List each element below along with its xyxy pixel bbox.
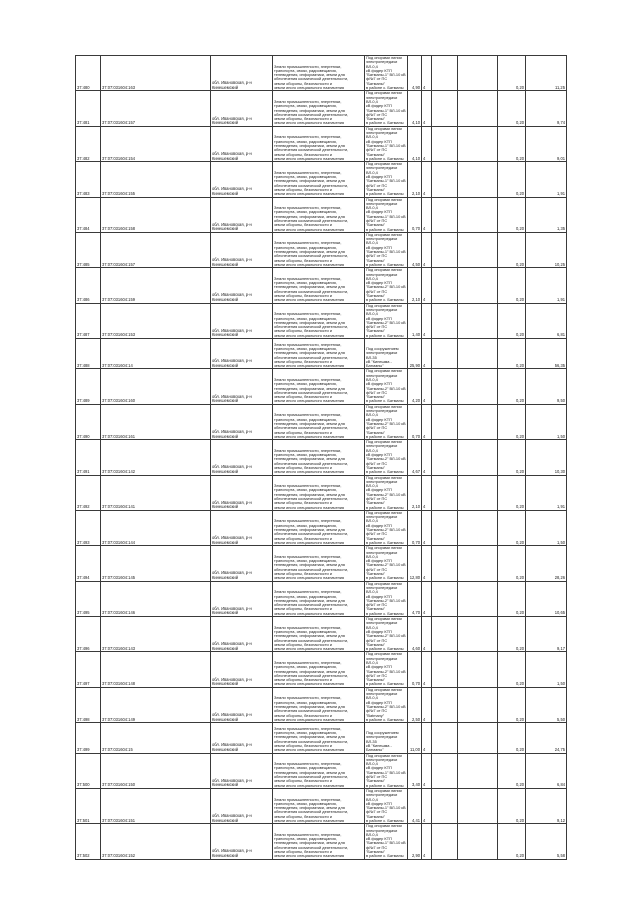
empty-cell (432, 510, 458, 545)
empty-cell (432, 232, 458, 267)
land-category-cell: Земли промышленности, энергетики, транспорта, связи, радиовещания, телевидения, информатики, земли для обеспечения космической деятельности, земли обороны, безопасности и земли иного специального назначения (273, 162, 365, 197)
code-cell: 4 (422, 652, 432, 687)
rate-cell: 0,20 (498, 162, 526, 197)
code-cell: 4 (422, 723, 432, 753)
empty-cell (458, 510, 498, 545)
rate-cell: 0,20 (498, 91, 526, 126)
value-cell: 1,91 (526, 162, 567, 197)
row-number: 37:490 (76, 404, 101, 439)
empty-cell (432, 475, 458, 510)
area-cell: 4,41 (408, 788, 422, 823)
permitted-use-cell: Под опорами линии электропередачи ВЛ-0,4 кВ фидер КТП "Батманы-1" ВЛ-10 кВ ф№7 от ПС "Батманы" в районе с. Батманы (366, 788, 406, 823)
table-row (76, 197, 567, 232)
area-cell: 2,90 (408, 824, 422, 859)
value-cell: 1,50 (526, 652, 567, 687)
code-cell: 4 (422, 440, 432, 475)
address-cell: обл. Ивановская, р-н Кинешемский (211, 56, 273, 91)
address-cell: обл. Ивановская, р-н Кинешемский (211, 723, 273, 753)
cadastral-number: 37:07:031604:148 (101, 652, 211, 687)
empty-cell (458, 581, 498, 616)
rate-cell: 0,20 (498, 440, 526, 475)
empty-cell (432, 652, 458, 687)
permitted-use-cell: Под опорами линии электропередачи ВЛ-0,4 кВ фидер КТП "Батманы-2" ВЛ-10 кВ ф№7 от ПС "Батманы" в районе с. Батманы (366, 267, 406, 303)
permitted-use-cell: Под опорами линии электропередачи ВЛ-0,4 кВ фидер КТП "Батманы-2" ВЛ-10 кВ ф№7 от ПС "Батманы" в районе с. Батманы (366, 510, 406, 545)
code-cell: 4 (422, 197, 432, 232)
permitted-use-cell: Под опорами линии электропередачи ВЛ-0,4 кВ фидер КТП "Батманы-2" ВЛ-10 кВ ф№7 от ПС "Батманы" в районе с. Батманы (366, 368, 406, 404)
permitted-use-cell: Под опорами линии электропередачи ВЛ-0,4 кВ фидер КТП "Батманы-2" ВЛ-10 кВ ф№7 от ПС "Батманы" в районе с. Батманы (366, 439, 406, 475)
cadastral-number: 37:07:031604:157 (101, 91, 211, 126)
row-number: 37:484 (76, 197, 101, 232)
code-cell: 4 (422, 56, 432, 91)
land-category-cell: Земли промышленности, энергетики, транспорта, связи, радиовещания, телевидения, информатики, земли для обеспечения космической деятельности, земли обороны, безопасности и земли иного специального назначения (273, 56, 365, 91)
table-row (76, 652, 567, 687)
rate-cell: 0,20 (498, 303, 526, 338)
code-cell: 4 (422, 303, 432, 338)
empty-cell (432, 723, 458, 753)
empty-cell (458, 723, 498, 753)
empty-cell (458, 339, 498, 369)
empty-cell (458, 475, 498, 510)
row-number: 37:501 (76, 788, 101, 823)
rate-cell: 0,20 (498, 652, 526, 687)
rate-cell: 0,20 (498, 753, 526, 788)
empty-cell (458, 91, 498, 126)
cadastral-number: 37:07:031604:150 (101, 753, 211, 788)
land-category-cell: Земли промышленности, энергетики, транспорта, связи, радиовещания, телевидения, информатики, земли для обеспечения космической деятельности, земли обороны, безопасности и земли иного специального назначения (273, 91, 365, 126)
row-number: 37:487 (76, 303, 101, 338)
code-cell: 4 (422, 581, 432, 616)
land-category-cell: Земли промышленности, энергетики, транспорта, связи, радиовещания, телевидения, информатики, земли для обеспечения космической деятельности, земли обороны, безопасности и земли иного специального назначения (273, 369, 365, 404)
cadastral-number: 37:07:031604:15 (101, 723, 211, 753)
empty-cell (458, 268, 498, 303)
land-category-cell: Земли промышленности, энергетики, транспорта, связи, радиовещания, телевидения, информатики, земли для обеспечения космической деятельности, земли обороны, безопасности и земли иного специального назначения (273, 753, 365, 788)
land-category-cell: Земли промышленности, энергетики, транспорта, связи, радиовещания, телевидения, информатики, земли для обеспечения космической деятельности, земли обороны, безопасности и земли иного специального назначения (273, 197, 365, 232)
value-cell: 1,91 (526, 475, 567, 510)
row-number: 37:496 (76, 617, 101, 652)
cadastral-number: 37:07:031604:14 (101, 339, 211, 369)
rate-cell: 0,20 (498, 617, 526, 652)
row-number: 37:488 (76, 339, 101, 369)
empty-cell (432, 268, 458, 303)
row-number: 37:499 (76, 723, 101, 753)
code-cell: 4 (422, 369, 432, 404)
table-row (76, 268, 567, 303)
land-register-table (75, 55, 567, 860)
rate-cell: 0,20 (498, 56, 526, 91)
address-cell: обл. Ивановская, р-н Кинешемский (211, 475, 273, 510)
empty-cell (432, 303, 458, 338)
permitted-use-cell: Под сооружением электропередачи ВЛ-35 кВ "Кинешма - Батманы" (365, 723, 408, 753)
land-category-cell: Земли промышленности, энергетики, транспорта, связи, радиовещания, телевидения, информатики, земли для обеспечения космической деятельности, земли обороны, безопасности и земли иного специального назначения (273, 126, 365, 161)
value-cell: 9,01 (526, 126, 567, 161)
value-cell: 24,75 (526, 723, 567, 753)
address-cell: обл. Ивановская, р-н Кинешемский (211, 91, 273, 126)
table-row (76, 475, 567, 510)
row-number: 37:483 (76, 162, 101, 197)
row-number: 37:493 (76, 510, 101, 545)
land-category-cell: Земли промышленности, энергетики, транспорта, связи, радиовещания, телевидения, информатики, земли для обеспечения космической деятельности, земли обороны, безопасности и земли иного специального назначения (273, 232, 365, 267)
rate-cell: 0,20 (498, 788, 526, 823)
value-cell: 9,12 (526, 788, 567, 823)
empty-cell (432, 369, 458, 404)
row-number: 37:489 (76, 369, 101, 404)
land-category-cell: Земли промышленности, энергетики, транспорта, связи, радиовещания, телевидения, информатики, земли для обеспечения космической деятельности, земли обороны, безопасности и земли иного специального назначения (273, 581, 365, 616)
address-cell: обл. Ивановская, р-н Кинешемский (211, 404, 273, 439)
address-cell: обл. Ивановская, р-н Кинешемский (211, 339, 273, 369)
area-cell: 11,00 (408, 723, 422, 753)
table-row (76, 753, 567, 788)
empty-cell (458, 652, 498, 687)
empty-cell (458, 788, 498, 823)
code-cell: 4 (422, 404, 432, 439)
address-cell: обл. Ивановская, р-н Кинешемский (211, 687, 273, 722)
code-cell: 4 (422, 753, 432, 788)
permitted-use-cell: Под опорами линии электропередачи ВЛ-0,4 кВ фидер КТП "Батманы-2" ВЛ-10 кВ ф№7 от ПС "Батманы" в районе с. Батманы (366, 581, 406, 616)
row-number: 37:502 (76, 824, 101, 859)
area-cell: 3,40 (408, 753, 422, 788)
row-number: 37:481 (76, 91, 101, 126)
land-category-cell: Земли промышленности, энергетики, транспорта, связи, радиовещания, телевидения, информатики, земли для обеспечения космической деятельности, земли обороны, безопасности и земли иного специального назначения (273, 652, 365, 687)
permitted-use-cell: Под опорами линии электропередачи ВЛ-0,4 кВ фидер КТП "Батманы-2" ВЛ-10 кВ ф№7 от ПС "Батманы" в районе с. Батманы (366, 404, 406, 439)
cadastral-number: 37:07:031604:151 (101, 788, 211, 823)
land-category-cell: Земли промышленности, энергетики, транспорта, связи, радиовещания, телевидения, информатики, земли для обеспечения космической деятельности, земли обороны, безопасности и земли иного специального назначения (273, 268, 365, 303)
code-cell: 4 (422, 510, 432, 545)
area-cell: 1,40 (408, 303, 422, 338)
table-row (76, 162, 567, 197)
rate-cell: 0,20 (498, 510, 526, 545)
address-cell: обл. Ивановская, р-н Кинешемский (211, 788, 273, 823)
table-row (76, 510, 567, 545)
empty-cell (432, 824, 458, 859)
empty-cell (432, 162, 458, 197)
land-category-cell: Земли промышленности, энергетики, транспорта, связи, радиовещания, телевидения, информатики, земли для обеспечения космической деятельности, земли обороны, безопасности и земли иного специального назначения (273, 824, 365, 859)
empty-cell (432, 339, 458, 369)
area-cell: 2,50 (408, 687, 422, 722)
permitted-use-cell: Под опорами линии электропередачи ВЛ-0,4 кВ фидер КТП "Батманы-1" ВЛ-10 кВ ф№7 от ПС "Батманы" в районе с. Батманы (366, 823, 406, 859)
permitted-use-cell: Под опорами линии электропередачи ВЛ-0,4 кВ фидер КТП "Батманы-2" ВЛ-10 кВ ф№7 от ПС "Батманы" в районе с. Батманы (366, 616, 406, 652)
address-cell: обл. Ивановская, р-н Кинешемский (211, 162, 273, 197)
address-cell: обл. Ивановская, р-н Кинешемский (211, 440, 273, 475)
value-cell: 10,25 (526, 232, 567, 267)
cadastral-number: 37:07:031604:161 (101, 404, 211, 439)
rate-cell: 0,20 (498, 581, 526, 616)
address-cell: обл. Ивановская, р-н Кинешемский (211, 126, 273, 161)
land-category-cell: Земли промышленности, энергетики, транспорта, связи, радиовещания, телевидения, информатики, земли для обеспечения космической деятельности, земли обороны, безопасности и земли иного специального назначения (273, 723, 365, 753)
cadastral-number: 37:07:031604:141 (101, 475, 211, 510)
code-cell: 4 (422, 232, 432, 267)
empty-cell (458, 404, 498, 439)
area-cell: 2,10 (408, 268, 422, 303)
cadastral-number: 37:07:031604:152 (101, 824, 211, 859)
area-cell: 4,90 (408, 56, 422, 91)
empty-cell (458, 824, 498, 859)
rate-cell: 0,20 (498, 126, 526, 161)
address-cell: обл. Ивановская, р-н Кинешемский (211, 617, 273, 652)
row-number: 37:494 (76, 546, 101, 581)
value-cell: 1,35 (526, 197, 567, 232)
row-number: 37:500 (76, 753, 101, 788)
address-cell: обл. Ивановская, р-н Кинешемский (211, 581, 273, 616)
table-row (76, 546, 567, 581)
area-cell: 2,10 (408, 162, 422, 197)
area-cell: 12,80 (408, 546, 422, 581)
table-row (76, 581, 567, 616)
empty-cell (432, 56, 458, 91)
empty-cell (432, 617, 458, 652)
address-cell: обл. Ивановская, р-н Кинешемский (211, 652, 273, 687)
value-cell: 6,81 (526, 303, 567, 338)
empty-cell (458, 197, 498, 232)
code-cell: 4 (422, 268, 432, 303)
cadastral-number: 37:07:031604:163 (101, 56, 211, 91)
value-cell: 5,50 (526, 687, 567, 722)
table-row (76, 723, 567, 753)
area-cell: 4,60 (408, 617, 422, 652)
permitted-use-cell: Под опорами линии электропередачи ВЛ-0,4 кВ фидер КТП "Батманы-1" ВЛ-10 кВ ф№7 от ПС "Батманы" в районе с. Батманы (366, 90, 406, 126)
value-cell: 1,50 (526, 404, 567, 439)
permitted-use-cell: Под опорами линии электропередачи ВЛ-0,4 кВ фидер КТП "Батманы-1" ВЛ-10 кВ ф№7 от ПС "Батманы" в районе с. Батманы (366, 55, 406, 91)
rate-cell: 0,20 (498, 475, 526, 510)
cadastral-number: 37:07:031604:142 (101, 440, 211, 475)
table-row (76, 617, 567, 652)
empty-cell (458, 303, 498, 338)
empty-cell (432, 581, 458, 616)
address-cell: обл. Ивановская, р-н Кинешемский (211, 546, 273, 581)
code-cell: 4 (422, 824, 432, 859)
rate-cell: 0,20 (498, 723, 526, 753)
value-cell: 1,91 (526, 268, 567, 303)
cadastral-number: 37:07:031604:154 (101, 126, 211, 161)
empty-cell (458, 369, 498, 404)
value-cell: 9,74 (526, 91, 567, 126)
empty-cell (432, 91, 458, 126)
land-category-cell: Земли промышленности, энергетики, транспорта, связи, радиовещания, телевидения, информатики, земли для обеспечения космической деятельности, земли обороны, безопасности и земли иного специального назначения (273, 687, 365, 722)
code-cell: 4 (422, 162, 432, 197)
value-cell: 10,65 (526, 581, 567, 616)
land-category-cell: Земли промышленности, энергетики, транспорта, связи, радиовещания, телевидения, информатики, земли для обеспечения космической деятельности, земли обороны, безопасности и земли иного специального назначения (273, 788, 365, 823)
address-cell: обл. Ивановская, р-н Кинешемский (211, 303, 273, 338)
cadastral-number: 37:07:031604:158 (101, 197, 211, 232)
cadastral-number: 37:07:031604:149 (101, 687, 211, 722)
value-cell: 9,50 (526, 369, 567, 404)
rate-cell: 0,20 (498, 824, 526, 859)
rate-cell: 0,20 (498, 339, 526, 369)
cadastral-number: 37:07:031604:159 (101, 268, 211, 303)
row-number: 37:485 (76, 232, 101, 267)
area-cell: 4,50 (408, 232, 422, 267)
table-row (76, 126, 567, 161)
rate-cell: 0,20 (498, 369, 526, 404)
value-cell: 11,25 (526, 56, 567, 91)
cadastral-number: 37:07:031604:155 (101, 162, 211, 197)
empty-cell (432, 440, 458, 475)
code-cell: 4 (422, 91, 432, 126)
land-category-cell: Земли промышленности, энергетики, транспорта, связи, радиовещания, телевидения, информатики, земли для обеспечения космической деятельности, земли обороны, безопасности и земли иного специального назначения (273, 339, 365, 369)
empty-cell (432, 788, 458, 823)
area-cell: 0,70 (408, 510, 422, 545)
cadastral-number: 37:07:031604:146 (101, 581, 211, 616)
permitted-use-cell: Под опорами линии электропередачи ВЛ-0,4 кВ фидер КТП "Батманы-1" ВЛ-10 кВ ф№7 от ПС "Батманы" в районе с. Батманы (366, 753, 406, 788)
empty-cell (458, 440, 498, 475)
cadastral-number: 37:07:031604:153 (101, 303, 211, 338)
permitted-use-cell: Под опорами линии электропередачи ВЛ-0,4 кВ фидер КТП "Батманы-1" ВЛ-10 кВ ф№7 от ПС "Батманы" в районе с. Батманы (366, 126, 406, 161)
empty-cell (458, 56, 498, 91)
code-cell: 4 (422, 687, 432, 722)
rate-cell: 0,20 (498, 232, 526, 267)
permitted-use-cell: Под опорами линии электропередачи ВЛ-0,4 кВ фидер КТП "Батманы-2" ВЛ-10 кВ ф№7 от ПС "Батманы" в районе с. Батманы (366, 545, 406, 581)
area-cell: 25,90 (408, 339, 422, 369)
permitted-use-cell: Под опорами линии электропередачи ВЛ-0,4 кВ фидер КТП "Батманы-2" ВЛ-10 кВ ф№7 от ПС "Батманы" в районе с. Батманы (366, 303, 406, 338)
row-number: 37:492 (76, 475, 101, 510)
value-cell: 6,84 (526, 753, 567, 788)
rate-cell: 0,20 (498, 197, 526, 232)
code-cell: 4 (422, 546, 432, 581)
empty-cell (432, 546, 458, 581)
land-category-cell: Земли промышленности, энергетики, транспорта, связи, радиовещания, телевидения, информатики, земли для обеспечения космической деятельности, земли обороны, безопасности и земли иного специального назначения (273, 303, 365, 338)
table-row (76, 232, 567, 267)
area-cell: 0,70 (408, 197, 422, 232)
value-cell: 1,50 (526, 510, 567, 545)
address-cell: обл. Ивановская, р-н Кинешемский (211, 510, 273, 545)
code-cell: 4 (422, 475, 432, 510)
row-number: 37:495 (76, 581, 101, 616)
empty-cell (458, 162, 498, 197)
land-category-cell: Земли промышленности, энергетики, транспорта, связи, радиовещания, телевидения, информатики, земли для обеспечения космической деятельности, земли обороны, безопасности и земли иного специального назначения (273, 475, 365, 510)
code-cell: 4 (422, 339, 432, 369)
area-cell: 0,70 (408, 652, 422, 687)
area-cell: 0,70 (408, 404, 422, 439)
permitted-use-cell: Под опорами линии электропередачи ВЛ-0,4 кВ фидер КТП "Батманы-2" ВЛ-10 кВ ф№7 от ПС "Батманы" в районе с. Батманы (366, 651, 406, 687)
land-category-cell: Земли промышленности, энергетики, транспорта, связи, радиовещания, телевидения, информатики, земли для обеспечения космической деятельности, земли обороны, безопасности и земли иного специального назначения (273, 546, 365, 581)
empty-cell (432, 687, 458, 722)
cadastral-number: 37:07:031604:144 (101, 510, 211, 545)
area-cell: 4,10 (408, 126, 422, 161)
empty-cell (458, 232, 498, 267)
area-cell: 4,10 (408, 91, 422, 126)
empty-cell (432, 197, 458, 232)
empty-cell (432, 126, 458, 161)
table-row (76, 687, 567, 722)
table-row (76, 56, 567, 91)
cadastral-number: 37:07:031604:157 (101, 232, 211, 267)
empty-cell (458, 753, 498, 788)
address-cell: обл. Ивановская, р-н Кинешемский (211, 268, 273, 303)
rate-cell: 0,20 (498, 546, 526, 581)
empty-cell (458, 126, 498, 161)
row-number: 37:486 (76, 268, 101, 303)
empty-cell (458, 617, 498, 652)
permitted-use-cell: Под опорами линии электропередачи ВЛ-0,4 кВ фидер КТП "Батманы-1" ВЛ-10 кВ ф№7 от ПС "Батманы" в районе с. Батманы (366, 232, 406, 267)
permitted-use-cell: Под сооружением электропередачи ВЛ-35 кВ "Кинешма - Батманы" (365, 339, 408, 369)
rate-cell: 0,20 (498, 687, 526, 722)
table-body (76, 56, 567, 860)
cadastral-number: 37:07:031604:145 (101, 546, 211, 581)
permitted-use-cell: Под опорами линии электропередачи ВЛ-0,4 кВ фидер КТП "Батманы-1" ВЛ-10 кВ ф№7 от ПС "Батманы" в районе с. Батманы (366, 161, 406, 197)
value-cell: 10,30 (526, 440, 567, 475)
empty-cell (458, 546, 498, 581)
empty-cell (432, 753, 458, 788)
address-cell: обл. Ивановская, р-н Кинешемский (211, 369, 273, 404)
code-cell: 4 (422, 788, 432, 823)
value-cell: 9,17 (526, 617, 567, 652)
address-cell: обл. Ивановская, р-н Кинешемский (211, 824, 273, 859)
row-number: 37:480 (76, 56, 101, 91)
area-cell: 4,67 (408, 440, 422, 475)
row-number: 37:491 (76, 440, 101, 475)
table-row (76, 339, 567, 369)
table-row (76, 440, 567, 475)
area-cell: 2,10 (408, 475, 422, 510)
row-number: 37:498 (76, 687, 101, 722)
area-cell: 4,70 (408, 581, 422, 616)
table-row (76, 369, 567, 404)
table-row (76, 303, 567, 338)
address-cell: обл. Ивановская, р-н Кинешемский (211, 232, 273, 267)
cadastral-number: 37:07:031604:143 (101, 617, 211, 652)
code-cell: 4 (422, 126, 432, 161)
row-number: 37:497 (76, 652, 101, 687)
land-category-cell: Земли промышленности, энергетики, транспорта, связи, радиовещания, телевидения, информатики, земли для обеспечения космической деятельности, земли обороны, безопасности и земли иного специального назначения (273, 404, 365, 439)
rate-cell: 0,20 (498, 268, 526, 303)
permitted-use-cell: Под опорами линии электропередачи ВЛ-0,4 кВ фидер КТП "Батманы-2" ВЛ-10 кВ ф№7 от ПС "Батманы" в районе с. Батманы (366, 475, 406, 510)
permitted-use-cell: Под опорами линии электропередачи ВЛ-0,4 кВ фидер КТП "Батманы-2" ВЛ-10 кВ ф№7 от ПС "Batmany" в районе с. Батманы (366, 687, 406, 722)
table-row (76, 404, 567, 439)
row-number: 37:482 (76, 126, 101, 161)
code-cell: 4 (422, 617, 432, 652)
value-cell: 5,58 (526, 824, 567, 859)
value-cell: 28,26 (526, 546, 567, 581)
land-category-cell: Земли промышленности, энергетики, транспорта, связи, радиовещания, телевидения, информатики, земли для обеспечения космической деятельности, земли обороны, безопасности и земли иного специального назначения (273, 440, 365, 475)
cadastral-number: 37:07:031604:160 (101, 369, 211, 404)
rate-cell: 0,20 (498, 404, 526, 439)
value-cell: 56,35 (526, 339, 567, 369)
table-row (76, 788, 567, 823)
empty-cell (432, 404, 458, 439)
land-category-cell: Земли промышленности, энергетики, транспорта, связи, радиовещания, телевидения, информатики, земли для обеспечения космической деятельности, земли обороны, безопасности и земли иного специального назначения (273, 510, 365, 545)
land-category-cell: Земли промышленности, энергетики, транспорта, связи, радиовещания, телевидения, информатики, земли для обеспечения космической деятельности, земли обороны, безопасности и земли иного специального назначения (273, 617, 365, 652)
empty-cell (458, 687, 498, 722)
table-row (76, 91, 567, 126)
address-cell: обл. Ивановская, р-н Кинешемский (211, 753, 273, 788)
permitted-use-cell: Под опорами линии электропередачи ВЛ-0,4 кВ фидер КТП "Батманы-1" ВЛ-10 кВ ф№7 от ПС "Батманы" в районе с. Батманы (366, 197, 406, 232)
table-row (76, 824, 567, 859)
address-cell: обл. Ивановская, р-н Кинешемский (211, 197, 273, 232)
area-cell: 4,20 (408, 369, 422, 404)
